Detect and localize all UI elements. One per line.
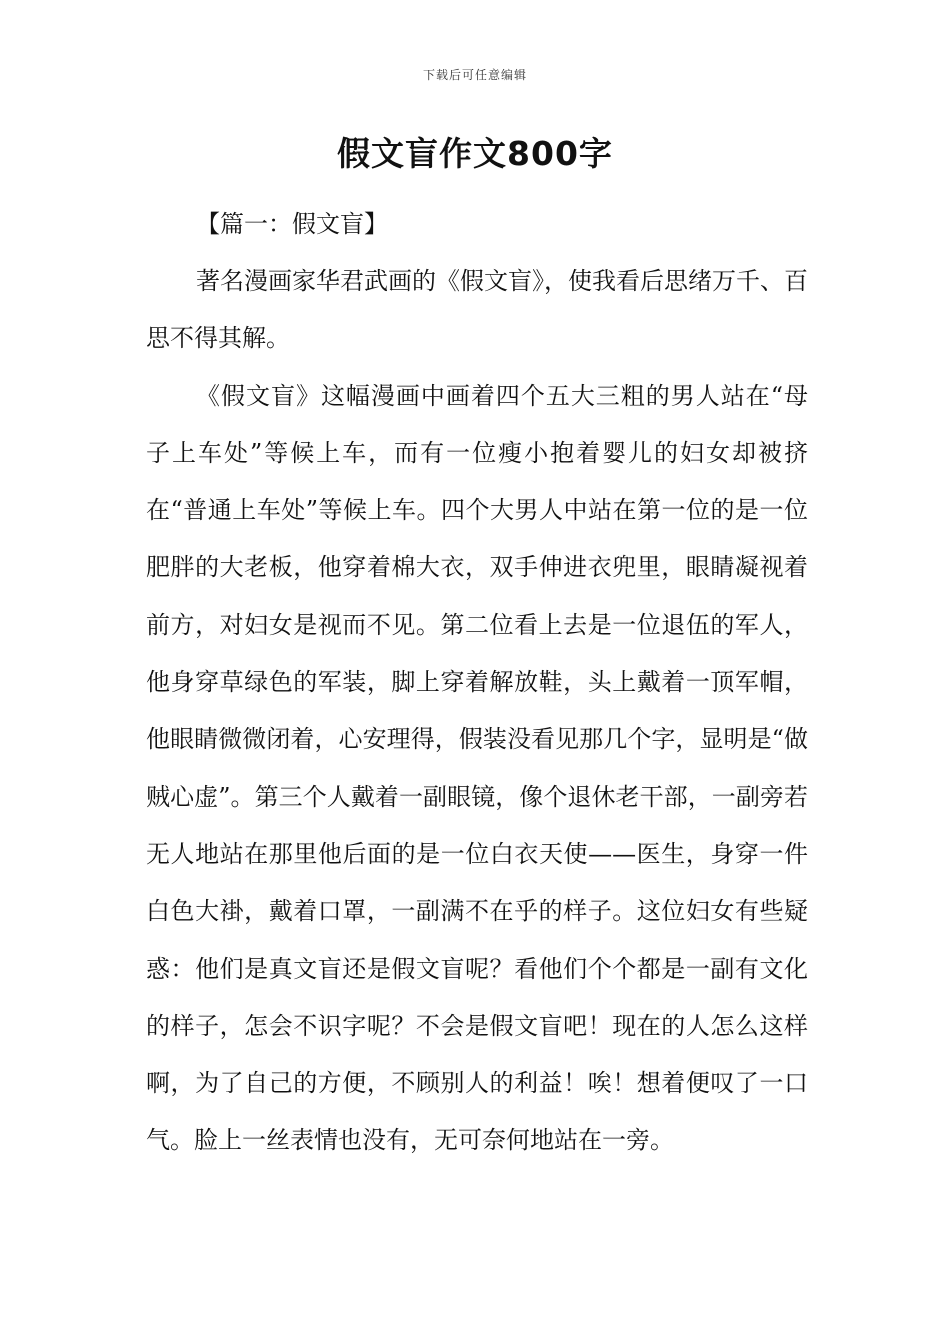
document-title: 假文盲作文800字	[337, 134, 613, 173]
paragraph-2: 《假文盲》这幅漫画中画着四个五大三粗的男人站在“母子上车处”等候上车，而有一位瘦小抱着婴儿的妇女却被挤在“普通上车处”等候上车。四个大男人中站在第一位的是一位肥胖的大老板，他穿着棉大衣，双手伸进衣兜里，眼睛凝视着前方，对妇女是视而不见。第二位看上去是一位退伍的军人，他身穿草绿色的军装，脚上穿着解放鞋，头上戴着一顶军帽，他眼睛微微闭着，心安理得，假装没看见那几个字，显明是“做贼心虚”。第三个人戴着一副眼镜，像个退休老干部，一副旁若无人地站在那里他后面的是一位白衣天使——医生，身穿一件白色大褂，戴着口罩，一副满不在乎的样子。这位妇女有些疑惑：他们是真文盲还是假文盲呢？看他们个个都是一副有文化的样子，怎会不识字呢？不会是假文盲吧！现在的人怎么这样啊，为了自己的方便，不顾别人的利益！唉！想着便叹了一口气。脸上一丝表情也没有，无可奈何地站在一旁。	[146, 381, 808, 1155]
paragraph-1: 著名漫画家华君武画的《假文盲》，使我看后思绪万千、百思不得其解。	[146, 267, 808, 353]
section-heading: 【篇一：假文盲】	[196, 210, 388, 238]
document-body	[146, 196, 808, 1170]
header-note: 下载后可任意编辑	[422, 68, 527, 82]
